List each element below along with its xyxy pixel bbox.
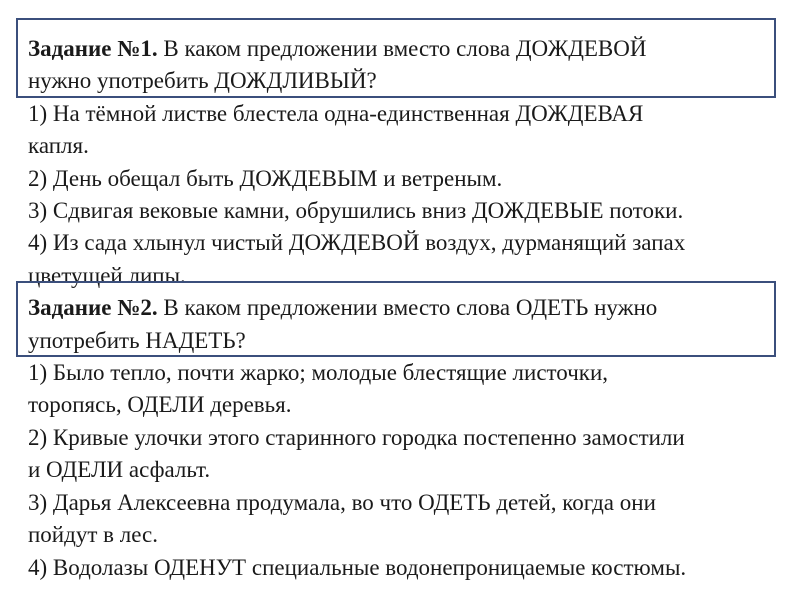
task2-option-2-line2: и ОДЕЛИ асфальт. [28,457,211,483]
task2-heading: Задание №2. [28,295,158,321]
task1-heading: Задание №1. [28,36,158,61]
task2-option-3-line2: пойдут в лес. [28,522,158,548]
task2-option-4: 4) Водолазы ОДЕНУТ специальные водонепроницаемые костюмы. [28,554,687,580]
task1-option-2: 2) День обещал быть ДОЖДЕВЫМ и ветреным. [28,165,503,191]
task1-option-1-line2: капля. [28,133,89,159]
task2-option-2-line1: 2) Кривые улочки этого старинного городка постепенно замостили [28,424,685,450]
task2-question-line2: употребить НАДЕТЬ? [28,327,246,353]
task2-option-1-line2: торопясь, ОДЕЛИ деревья. [28,392,292,418]
task2-option-1-line1: 1) Было тепло, почти жарко; молодые блестящие листочки, [28,360,609,386]
task1-question-line2: нужно употребить ДОЖДЛИВЫЙ? [28,68,377,94]
task2-option-3-line1: 3) Дарья Алексеевна продумала, во что ОДЕТЬ детей, когда они [28,489,656,515]
slide-content [28,33,792,584]
task1-option-3: 3) Сдвигая вековые камни, обрушились вниз ДОЖДЕВЫЕ потоки. [28,198,684,224]
task1-option-4-line1: 4) Из сада хлынул чистый ДОЖДЕВОЙ воздух, дурманящий запах [28,230,686,256]
task2-question-line1 [28,292,792,324]
task1-question-part1: В каком предложении вместо слова ДОЖДЕВОЙ [157,36,647,61]
task1-option-4-line2: цветущей липы. [28,262,186,288]
task1-option-1-line1: 1) На тёмной листве блестела одна-единственная ДОЖДЕВАЯ [28,100,644,126]
task2-question-part1: В каком предложении вместо слова ОДЕТЬ нужно [157,295,658,321]
task1-question-line1 [28,33,792,65]
